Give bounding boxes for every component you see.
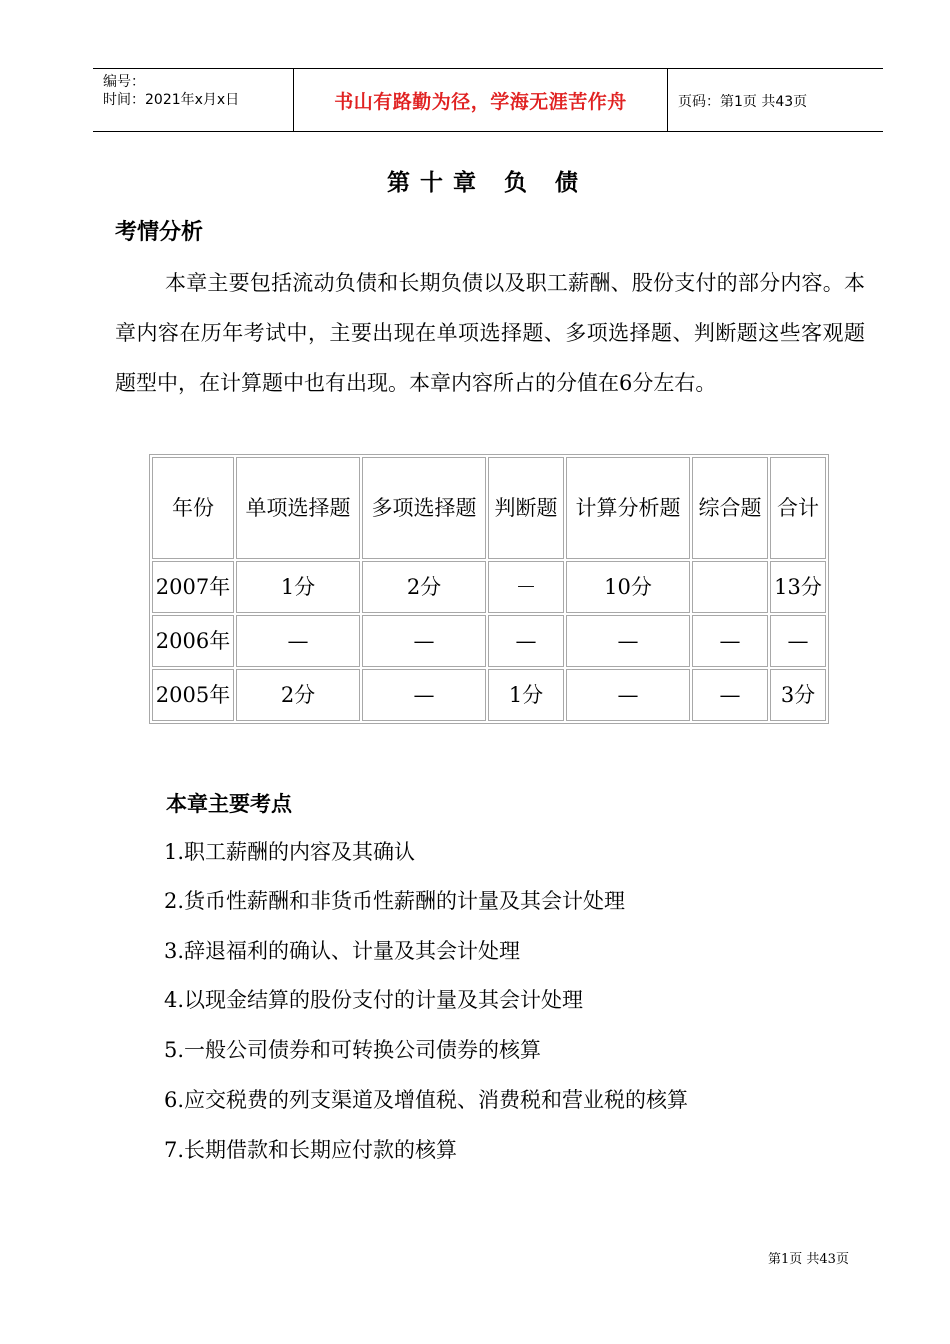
table-row <box>152 561 826 613</box>
section-heading-analysis: 考情分析 <box>115 220 204 245</box>
table-cell: — <box>566 615 690 667</box>
serial-label: 编号： <box>103 74 145 90</box>
header-cell: 单项选择题 <box>236 457 360 559</box>
table-cell: 1分 <box>236 561 360 613</box>
table-cell: 10分 <box>566 561 690 613</box>
header-cell: 判断题 <box>488 457 564 559</box>
header-cell: 多项选择题 <box>362 457 486 559</box>
key-point-item: 3.辞退福利的确认、计量及其会计处理 <box>164 939 521 963</box>
header-cell: 合计 <box>770 457 826 559</box>
exam-score-table <box>149 454 829 724</box>
chapter-title: 第十章 负 债 <box>386 170 588 196</box>
header-motto-cell <box>294 69 668 131</box>
table-cell: 1分 <box>488 669 564 721</box>
table-cell: 2分 <box>236 669 360 721</box>
table-cell: 2007年 <box>152 561 234 613</box>
table-cell: 2005年 <box>152 669 234 721</box>
table-cell: 3分 <box>770 669 826 721</box>
table-row <box>152 669 826 721</box>
table-row <box>152 615 826 667</box>
table-cell: 13分 <box>770 561 826 613</box>
header-info-cell <box>93 69 294 131</box>
key-point-item: 1.职工薪酬的内容及其确认 <box>164 840 416 864</box>
header-cell: 计算分析题 <box>566 457 690 559</box>
key-point-item: 6.应交税费的列支渠道及增值税、消费税和营业税的核算 <box>164 1088 689 1112</box>
header-cell: 综合题 <box>692 457 768 559</box>
key-point-item: 5.一般公司债券和可转换公司债券的核算 <box>164 1038 542 1062</box>
table-header-row <box>152 457 826 559</box>
table-cell: — <box>692 615 768 667</box>
table-cell: — <box>488 615 564 667</box>
table-cell: — <box>566 669 690 721</box>
section-heading-key-points: 本章主要考点 <box>166 792 292 816</box>
table-cell: － <box>488 561 564 613</box>
motto: 书山有路勤为径，学海无涯苦作舟 <box>334 91 627 113</box>
table-cell <box>692 561 768 613</box>
table-cell: — <box>362 669 486 721</box>
page-number: 页码：第1页 共43页 <box>678 94 808 110</box>
table-cell: 2006年 <box>152 615 234 667</box>
date-label: 时间：2021年x月x日 <box>103 92 240 108</box>
header-page-cell <box>668 69 883 131</box>
table-cell: — <box>236 615 360 667</box>
page-footer: 第1页 共43页 <box>768 1252 849 1267</box>
table-cell: 2分 <box>362 561 486 613</box>
intro-paragraph: 本章主要包括流动负债和长期负债以及职工薪酬、股份支付的部分内容。本章内容在历年考试中，主要出现在单项选择题、多项选择题、判断题这些客观题题型中，在计算题中也有出现。本章内容所占的分值在6分左右。 <box>115 271 865 395</box>
table-cell: — <box>362 615 486 667</box>
table-cell: — <box>770 615 826 667</box>
key-point-item: 4.以现金结算的股份支付的计量及其会计处理 <box>164 988 584 1012</box>
key-point-item: 7.长期借款和长期应付款的核算 <box>164 1138 458 1162</box>
table-cell: — <box>692 669 768 721</box>
page-header <box>93 68 883 132</box>
header-cell: 年份 <box>152 457 234 559</box>
key-point-item: 2.货币性薪酬和非货币性薪酬的计量及其会计处理 <box>164 889 626 913</box>
